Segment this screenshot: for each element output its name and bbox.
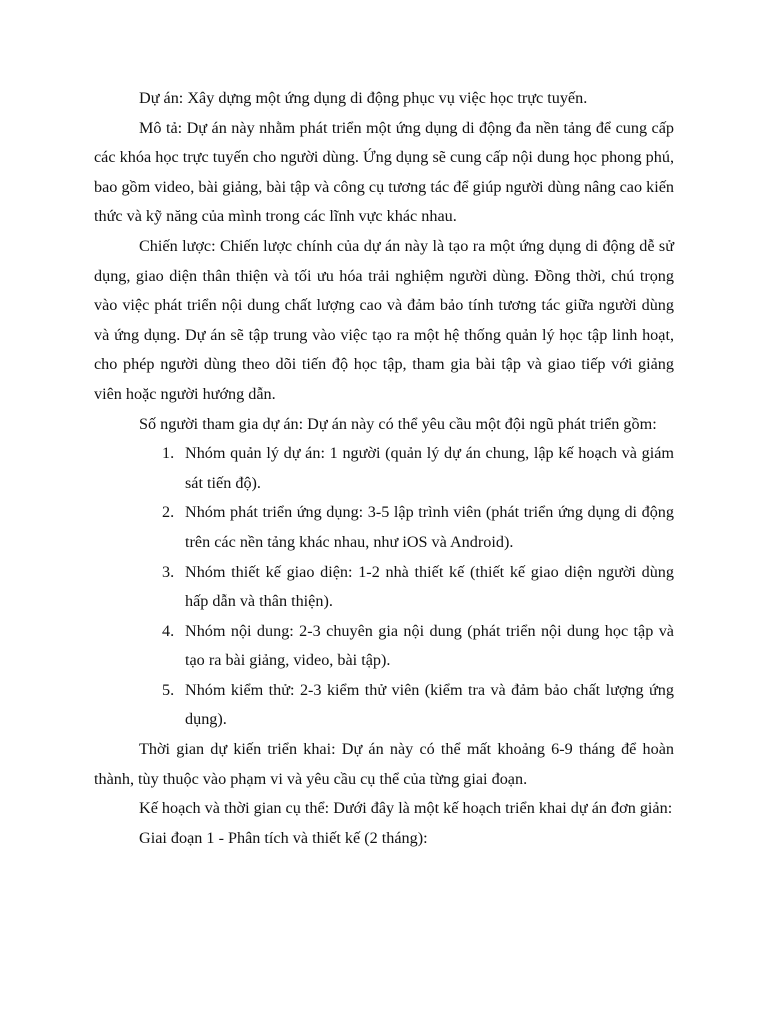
list-item-number: 2. [162, 503, 175, 522]
phase-heading: Giai đoạn 1 - Phân tích và thiết kế (2 tháng): [139, 828, 428, 847]
list-item [94, 558, 674, 617]
list-item [94, 676, 674, 735]
list-item-number: 5. [162, 680, 175, 699]
list-item [94, 439, 674, 498]
list-item-text: Nhóm phát triển ứng dụng: 3-5 lập trình viên (phát triển ứng dụng di động trên các nền tảng khác nhau, như iOS và Android). [185, 503, 674, 551]
list-item-number: 3. [162, 562, 175, 581]
timeline-paragraph: Thời gian dự kiến triển khai: Dự án này có thể mất khoảng 6-9 tháng để hoàn thành, tùy thuộc vào phạm vi và yêu cầu cụ thể của từng giai đoạn. [94, 740, 674, 788]
list-item-text: Nhóm nội dung: 2-3 chuyên gia nội dung (phát triển nội dung học tập và tạo ra bài giảng, video, bài tập). [185, 621, 674, 670]
list-item-text: Nhóm kiểm thử: 2-3 kiểm thử viên (kiểm tra và đảm bảo chất lượng ứng dụng). [185, 680, 674, 729]
list-item [94, 617, 674, 676]
list-item-number: 4. [162, 621, 175, 640]
list-item-text: Nhóm thiết kế giao diện: 1-2 nhà thiết kế (thiết kế giao diện người dùng hấp dẫn và thân thiện). [185, 562, 674, 611]
team-size-paragraph: Số người tham gia dự án: Dự án này có thể yêu cầu một đội ngũ phát triển gồm: [139, 414, 657, 433]
project-title-paragraph: Dự án: Xây dựng một ứng dụng di động phục vụ việc học trực tuyến. [139, 89, 588, 107]
team-list [94, 439, 674, 735]
list-item [94, 498, 674, 557]
plan-paragraph: Kế hoạch và thời gian cụ thể: Dưới đây là một kế hoạch triển khai dự án đơn giản: [139, 799, 673, 818]
list-item-text: Nhóm quản lý dự án: 1 người (quản lý dự án chung, lập kế hoạch và giám sát tiến độ). [185, 444, 674, 492]
document-page [94, 84, 674, 853]
list-item-number: 1. [162, 444, 175, 463]
strategy-paragraph: Chiến lược: Chiến lược chính của dự án này là tạo ra một ứng dụng di động dễ sử dụng, giao diện thân thiện và tối ưu hóa trải nghiệm người dùng. Đồng thời, chú trọng vào việc phát triển nội dung chất lượng cao và đảm bảo tính tương tác giữa người dùng và ứng dụng. Dự án sẽ tập trung vào việc tạo ra một hệ thống quản lý học tập linh hoạt, cho phép người dùng theo dõi tiến độ học tập, tham gia bài tập và giao tiếp với giảng viên hoặc người hướng dẫn. [94, 236, 674, 403]
description-paragraph: Mô tả: Dự án này nhằm phát triển một ứng dụng di động đa nền tảng để cung cấp các khóa học trực tuyến cho người dùng. Ứng dụng sẽ cung cấp nội dung học phong phú, bao gồm video, bài giảng, bài tập và công cụ tương tác để giúp người dùng nâng cao kiến thức và kỹ năng của mình trong các lĩnh vực khác nhau. [94, 118, 674, 226]
